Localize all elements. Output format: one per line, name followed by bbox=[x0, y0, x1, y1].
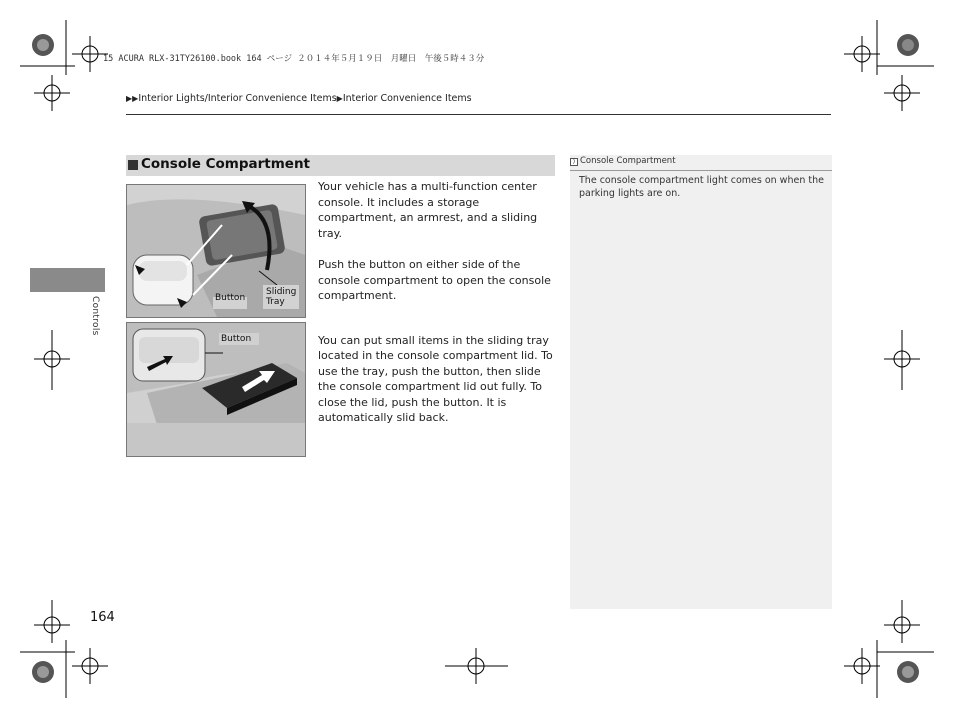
paragraph: Push the button on either side of the console compartment to open the console compartment. bbox=[318, 258, 551, 302]
label-button: Button bbox=[221, 334, 252, 344]
side-note-body: The console compartment light comes on when the parking lights are on. bbox=[579, 175, 824, 199]
breadcrumb-item[interactable]: Interior Lights/Interior Convenience Items bbox=[138, 93, 337, 104]
page-number: 164 bbox=[90, 610, 115, 625]
paragraph: You can put small items in the sliding tray located in the console compartment lid. To use the tray, push the button, then slide the console compartment lid out fully. To close the lid, push the button. It is automatically slid back. bbox=[318, 333, 553, 424]
label-sliding-tray-line1: Sliding bbox=[266, 287, 297, 297]
side-note bbox=[570, 155, 832, 609]
label-sliding-tray bbox=[266, 287, 296, 307]
note-icon: ⟩ bbox=[570, 158, 578, 166]
chapter-tab[interactable] bbox=[30, 268, 105, 292]
section-heading bbox=[126, 155, 555, 176]
label-sliding-tray-line2: Tray bbox=[266, 297, 285, 307]
console-open-illustration bbox=[126, 184, 306, 318]
sliding-tray-drawing bbox=[127, 323, 305, 456]
header-rule bbox=[126, 114, 831, 115]
section-body bbox=[318, 179, 556, 442]
breadcrumb-arrow-icon: ▶ bbox=[336, 94, 343, 103]
chapter-tab-label: Controls bbox=[90, 296, 100, 336]
section-square-icon bbox=[128, 160, 138, 170]
side-note-header bbox=[570, 155, 832, 171]
sliding-tray-illustration bbox=[126, 322, 306, 457]
breadcrumb bbox=[126, 93, 472, 104]
breadcrumb-arrow-icon: ▶▶ bbox=[126, 94, 139, 103]
breadcrumb-item[interactable]: Interior Convenience Items bbox=[342, 93, 472, 104]
label-button: Button bbox=[215, 293, 246, 303]
side-note-title: Console Compartment bbox=[580, 156, 676, 166]
paragraph: Your vehicle has a multi-function center console. It includes a storage compartment, an armrest, and a sliding tray. bbox=[318, 180, 538, 240]
section-title: Console Compartment bbox=[141, 156, 311, 172]
file-header: 15 ACURA RLX-31TY26100.book 164 ページ ２０１４年５月１９日 月曜日 午後５時４３分 bbox=[103, 54, 485, 64]
